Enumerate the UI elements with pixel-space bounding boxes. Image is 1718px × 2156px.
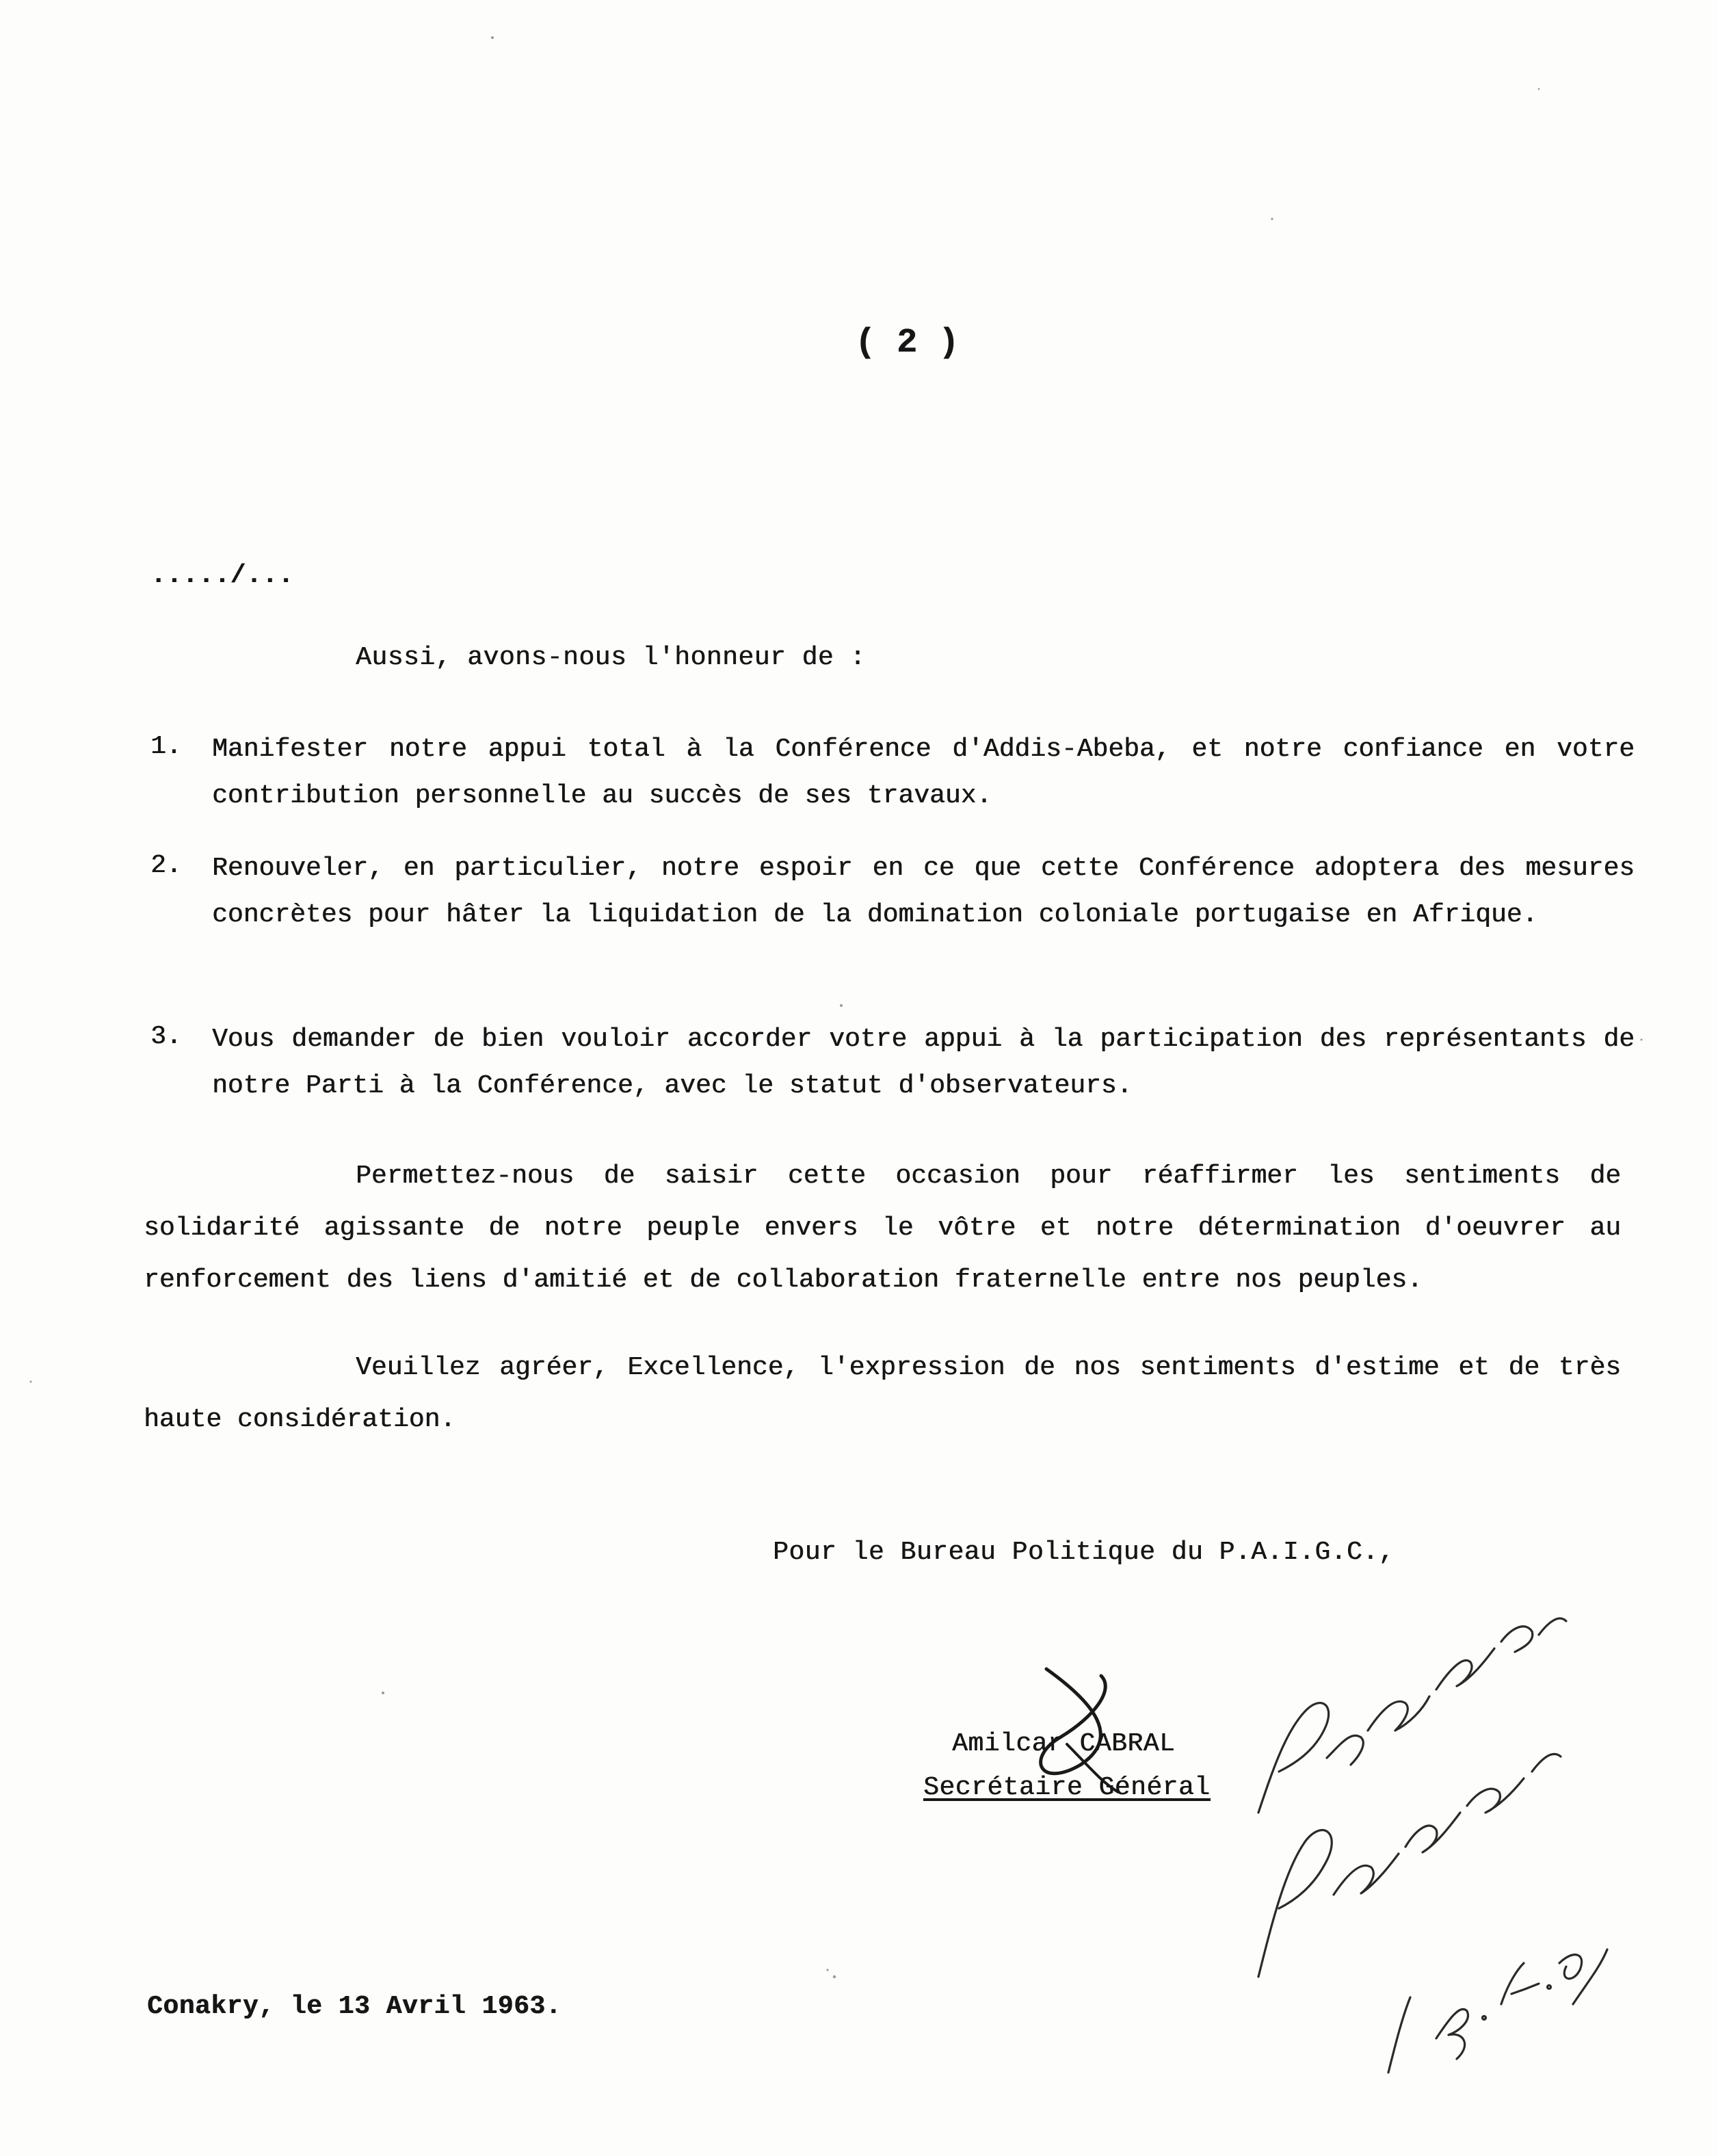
item-number: 1.: [150, 732, 182, 761]
item-text: Manifester notre appui total à la Conférence d'Addis-Abeba, et notre confiance en votre contribution personnelle au succès de ses travaux.: [212, 735, 1635, 811]
page-number: ( 2 ): [855, 324, 960, 363]
continuation-mark: ...../...: [150, 561, 294, 590]
body-paragraph-solidarity: Permettez-nous de saisir cette occasion pour réaffirmer les sentiments de solidarité agissante de notre peuple envers le vôtre et notre détermination d'oeuvrer au renforcement des liens d'amitié et de collaboration fraternelle entre nos peuples.: [144, 1161, 1621, 1295]
signatory-title: Secrétaire Général: [923, 1773, 1211, 1802]
closing-organization: Pour le Bureau Politique du P.A.I.G.C.,: [773, 1538, 1395, 1567]
item-text: Renouveler, en particulier, notre espoir en ce que cette Conférence adoptera des mesures concrètes pour hâter la liquidation de la domination coloniale portugaise en Afrique.: [212, 854, 1635, 930]
date-line: Conakry, le 13 Avril 1963.: [147, 1992, 561, 2021]
intro-line: Aussi, avons-nous l'honneur de :: [356, 643, 866, 672]
body-paragraph-closing: Veuillez agréer, Excellence, l'expression de nos sentiments d'estime et de très haute considération.: [144, 1353, 1621, 1434]
item-text: Vous demander de bien vouloir accorder votre appui à la participation des représentants de notre Parti à la Conférence, avec le statut d'observateurs.: [212, 1025, 1635, 1101]
signatory-name: Amilcar CABRAL: [952, 1729, 1176, 1759]
item-number: 3.: [150, 1022, 182, 1051]
handwritten-annotation: [1231, 1594, 1614, 2114]
item-number: 2.: [150, 851, 182, 880]
